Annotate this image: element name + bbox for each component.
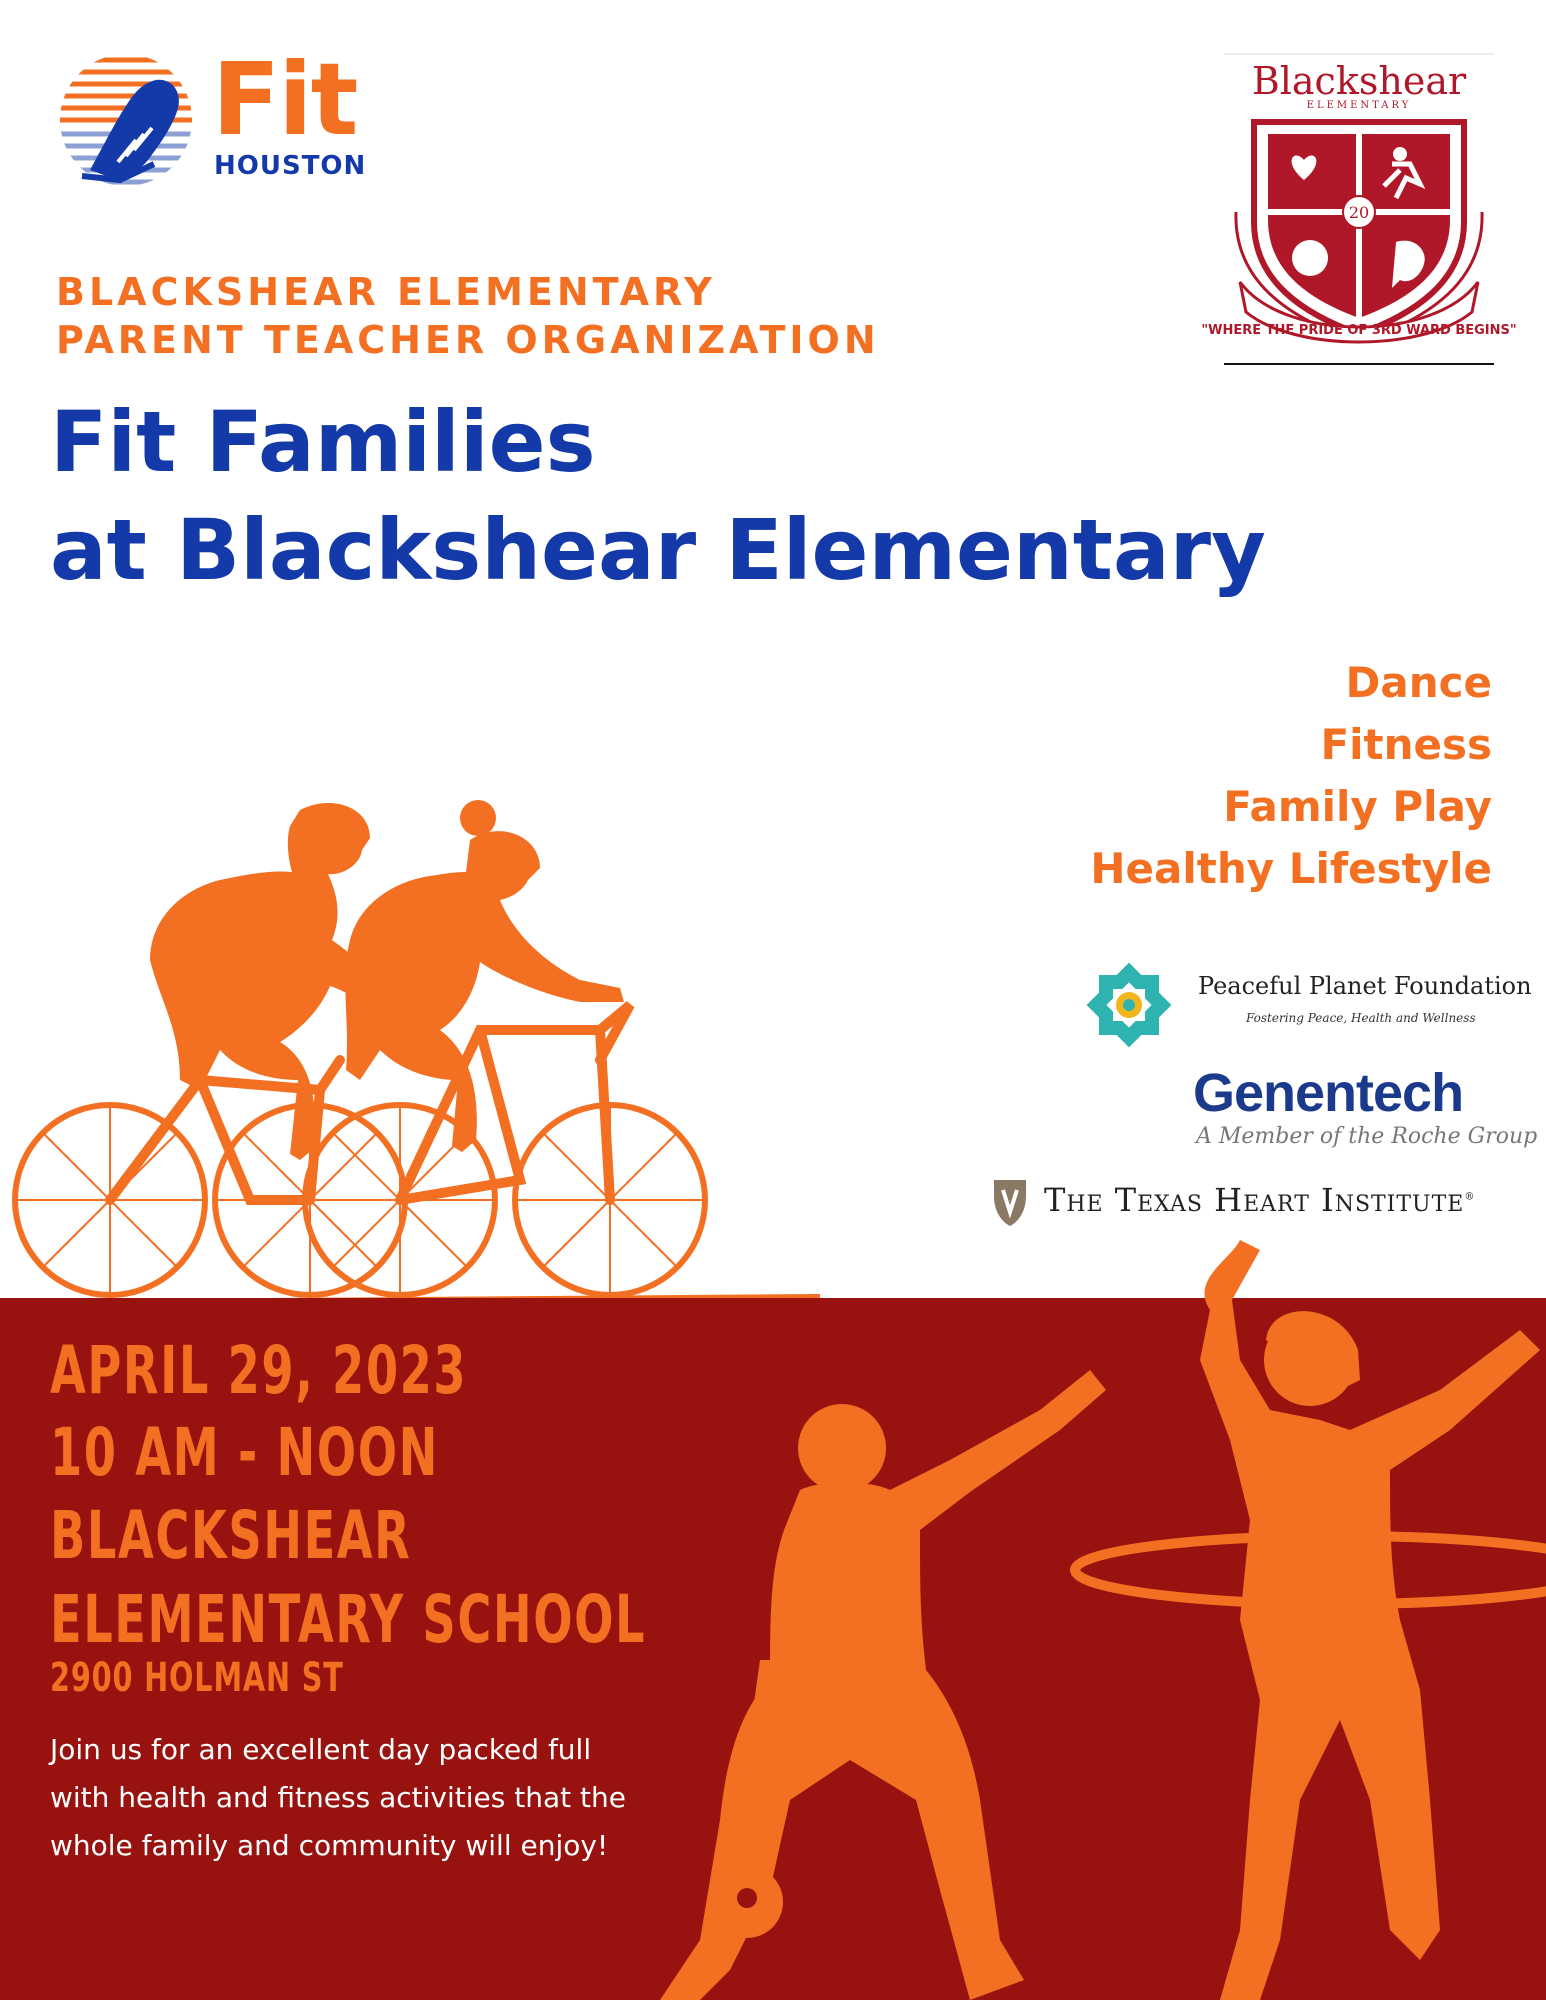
activity-item: Fitness bbox=[1320, 720, 1492, 769]
event-date: APRIL 29, 2023 bbox=[50, 1332, 468, 1409]
svg-text:"WHERE THE PRIDE OF 3RD WARD B: "WHERE THE PRIDE OF 3RD WARD BEGINS" bbox=[1201, 323, 1517, 338]
title-line-1: Fit Families bbox=[50, 393, 596, 491]
cyclists-silhouette-icon bbox=[0, 780, 820, 1300]
fit-logo-text: Fit bbox=[212, 41, 357, 158]
activity-item: Dance bbox=[1345, 658, 1492, 707]
event-time: 10 AM - NOON bbox=[50, 1414, 439, 1491]
genentech-name: Genentech bbox=[1193, 1063, 1464, 1123]
texas-heart-institute-name: The Texas Heart Institute® bbox=[1044, 1181, 1476, 1219]
blackshear-crest-icon bbox=[1201, 52, 1517, 368]
activity-item: Healthy Lifestyle bbox=[1090, 844, 1492, 893]
fitness-people-silhouette-icon bbox=[620, 1240, 1546, 2000]
peaceful-planet-name: Peaceful Planet Foundation bbox=[1198, 972, 1532, 1000]
houston-logo-text: HOUSTON bbox=[214, 151, 367, 181]
venue-line-2: ELEMENTARY SCHOOL bbox=[50, 1581, 647, 1658]
venue-line-1: BLACKSHEAR bbox=[50, 1497, 412, 1574]
activities-list bbox=[1090, 652, 1492, 900]
pto-line-2: PARENT TEACHER ORGANIZATION bbox=[56, 318, 880, 362]
pto-heading bbox=[56, 268, 880, 364]
peaceful-planet-tagline: Fostering Peace, Health and Wellness bbox=[1246, 1011, 1476, 1025]
event-venue bbox=[50, 1494, 646, 1662]
texas-heart-institute-logo-icon bbox=[990, 1176, 1030, 1228]
page-title bbox=[50, 388, 1266, 604]
genentech-tagline: A Member of the Roche Group bbox=[1196, 1124, 1538, 1149]
title-line-2: at Blackshear Elementary bbox=[50, 501, 1266, 599]
svg-text:20: 20 bbox=[1348, 203, 1370, 222]
activity-item: Family Play bbox=[1223, 782, 1492, 831]
svg-text:ELEMENTARY: ELEMENTARY bbox=[1306, 100, 1412, 111]
peaceful-planet-logo-icon bbox=[1084, 960, 1174, 1050]
pto-line-1: BLACKSHEAR ELEMENTARY bbox=[56, 270, 716, 314]
event-description: Join us for an excellent day packed full with health and fitness activities that the whole family and community will enjoy! bbox=[50, 1733, 626, 1862]
svg-text:Blackshear: Blackshear bbox=[1251, 59, 1467, 103]
event-address: 2900 HOLMAN ST bbox=[50, 1655, 344, 1701]
